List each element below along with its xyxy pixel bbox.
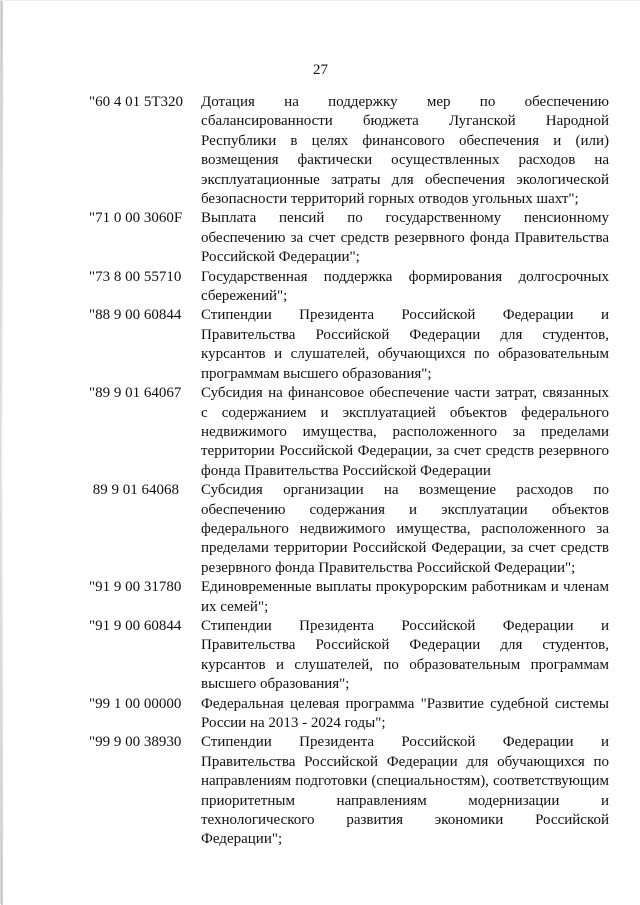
scan-edge — [1, 1, 3, 905]
budget-description: Дотация на поддержку мер по обеспечению сбалансированности бюджета Луганской Народной Республики в целях финансового обеспечения и (или) возмещения фактически осуществленных расходов на эксплуатационные затраты для обеспечения экологической безопасности территорий горных отводов угольных шахт"; — [201, 94, 609, 208]
budget-code: "91 9 00 31780 — [89, 579, 182, 596]
budget-description: Стипендии Президента Российской Федерации и Правительства Российской Федерации для студентов, курсантов и слушателей, обучающихся по образовательным программам высшего образования"; — [201, 307, 609, 382]
budget-code: "89 9 01 64067 — [89, 385, 182, 402]
budget-description: Субсидия на финансовое обеспечение части затрат, связанных с содержанием и эксплуатацией объектов федерального недвижимого имущества, расположенного за пределами территории Российской Федерации, за счет средств резервного фонда Правительства Российской Федерации — [201, 385, 609, 479]
list-item — [89, 481, 609, 578]
budget-code: "99 9 00 38930 — [89, 734, 182, 751]
budget-description: Единовременные выплаты прокурорским работникам и членам их семей"; — [201, 579, 609, 615]
list-item — [89, 578, 609, 617]
budget-code: "91 9 00 60844 — [89, 617, 182, 634]
budget-description: Выплата пенсий по государственному пенсионному обеспечению за счет средств резервного фонда Правительства Российской Федерации"; — [201, 210, 609, 266]
list-item — [89, 733, 609, 849]
budget-description: Стипендии Президента Российской Федерации и Правительства Российской Федерации для обучающихся по направлениям подготовки (специальностям), соответствующим приоритетным направлениям модернизации и технологического развития экономики Российской Федерации"; — [201, 734, 609, 848]
list-item — [89, 384, 609, 481]
budget-code: 89 9 01 64068 — [89, 482, 179, 499]
list-item — [89, 93, 609, 209]
list-item — [89, 268, 609, 307]
list-item — [89, 209, 609, 267]
budget-code: "71 0 00 3060F — [89, 210, 183, 227]
list-item — [89, 617, 609, 695]
budget-description: Субсидия организации на возмещение расходов по обеспечению содержания и эксплуатации объектов федерального недвижимого имущества, расположенного за пределами территории Российской Федерации, за счет средств резервного фонда Правительства Российской Федерации"; — [201, 482, 609, 576]
list-item — [89, 306, 609, 384]
budget-description: Федеральная целевая программа "Развитие судебной системы России на 2013 - 2024 годы"; — [201, 695, 609, 731]
budget-code: "88 9 00 60844 — [89, 307, 182, 324]
budget-code: "60 4 01 5Т320 — [89, 94, 184, 110]
budget-description: Стипендии Президента Российской Федерации и Правительства Российской Федерации для студентов, курсантов и слушателей, по образовательным программам высшего образования"; — [201, 617, 609, 693]
list-item — [89, 695, 609, 734]
page-number: 27 — [313, 62, 328, 78]
budget-code-list — [89, 93, 609, 850]
budget-description: Государственная поддержка формирования долгосрочных сбережений"; — [201, 268, 609, 305]
budget-code: "99 1 00 00000 — [89, 695, 182, 712]
budget-code: "73 8 00 55710 — [89, 268, 182, 285]
